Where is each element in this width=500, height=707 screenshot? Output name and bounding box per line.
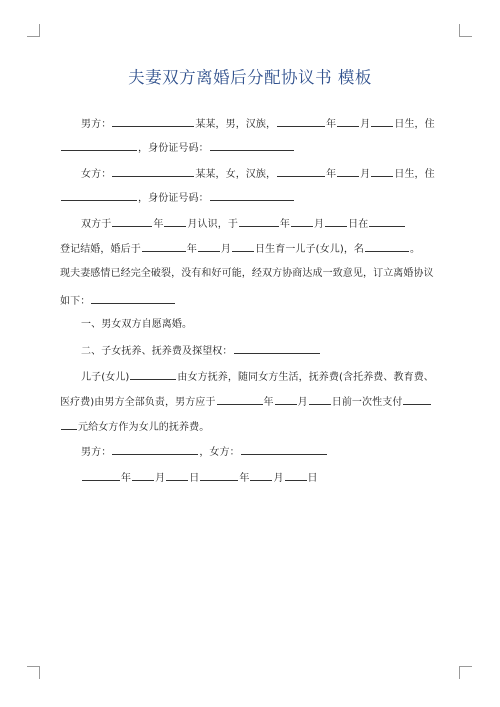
woman-name-blank [112, 166, 194, 177]
man-birth-year-blank [277, 116, 325, 127]
marry-year-blank [239, 216, 279, 227]
paragraph-child-line: 登记结婚，婚后于 年 月 日生育一儿子(女儿)，名 。 [60, 241, 450, 257]
woman-signature-blank [241, 444, 327, 455]
crop-mark-bottom-left [27, 666, 40, 679]
man-sign-year-blank [82, 470, 120, 481]
woman-birth-day-blank [371, 166, 393, 177]
crop-mark-bottom-right [459, 666, 472, 679]
man-sign-day-blank [166, 470, 188, 481]
custody-line-3: 元给女方作为女儿的抚养费。 [60, 419, 450, 435]
payment-month-blank [275, 394, 297, 405]
marry-month-blank [291, 216, 313, 227]
woman-sign-day-blank [285, 470, 307, 481]
man-address-line: ，身份证号码： [60, 140, 450, 156]
child-birth-day-blank [232, 241, 254, 252]
payment-amount-blank [403, 394, 431, 405]
custody-line-1: 儿子(女儿) 由女方抚养，随同女方生活，抚养费(含托养费、教育费、 [81, 369, 450, 385]
marry-place-blank [369, 216, 405, 227]
meet-month-blank [164, 216, 186, 227]
man-id-blank [210, 140, 294, 151]
woman-sign-month-blank [250, 470, 272, 481]
woman-address-blank [61, 190, 137, 201]
document-title: 夫妻双方离婚后分配协议书 模板 [128, 68, 372, 87]
marry-day-blank [325, 216, 347, 227]
woman-birth-month-blank [337, 166, 359, 177]
man-address-blank [61, 140, 137, 151]
clause-two: 二、子女抚养、抚养费及探望权： [81, 343, 450, 359]
custody-line-2: 医疗费)由男方全部负责，男方应于 年 月 日前一次性支付 [60, 394, 450, 410]
paragraph-as-follows-line: 如下： [60, 293, 450, 309]
child-name-blank [365, 241, 409, 252]
payment-day-blank [309, 394, 331, 405]
woman-info-line: 女方： 某某，女，汉族， 年 月 日生，住 [81, 166, 450, 182]
man-label: 男方： [81, 119, 112, 130]
woman-label: 女方： [81, 169, 112, 180]
man-birth-month-blank [337, 116, 359, 127]
payment-year-blank [217, 394, 263, 405]
man-sign-month-blank [132, 470, 154, 481]
woman-address-line: ，身份证号码： [60, 190, 450, 206]
child-name-blank-2 [130, 369, 176, 380]
man-name-blank [112, 116, 194, 127]
meet-year-blank [112, 216, 152, 227]
signature-line: 男方： ，女方： [81, 444, 450, 460]
woman-sign-year-blank [200, 470, 238, 481]
paragraph-meeting-line: 双方于 年 月认识，于 年 月 日在 [81, 216, 450, 232]
child-birth-month-blank [198, 241, 220, 252]
crop-mark-top-right [459, 24, 472, 37]
woman-id-blank [210, 190, 294, 201]
man-info-line: 男方： 某某，男，汉族， 年 月 日生，住 [81, 116, 450, 132]
as-follows-blank [91, 293, 175, 304]
paragraph-breakdown-line: 现夫妻感情已经完全破裂，没有和好可能，经双方协商达成一致意见，订立离婚协议 [60, 268, 434, 279]
man-signature-blank [112, 444, 198, 455]
clause-one: 一、男女双方自愿离婚。 [81, 319, 193, 330]
woman-birth-year-blank [277, 166, 325, 177]
man-birth-day-blank [371, 116, 393, 127]
payment-amount-blank-2 [61, 419, 77, 430]
custody-blank [234, 343, 320, 354]
child-birth-year-blank [142, 241, 186, 252]
crop-mark-top-left [27, 24, 40, 37]
signature-date-line: 年 月 日 年 月 日 [81, 470, 450, 486]
